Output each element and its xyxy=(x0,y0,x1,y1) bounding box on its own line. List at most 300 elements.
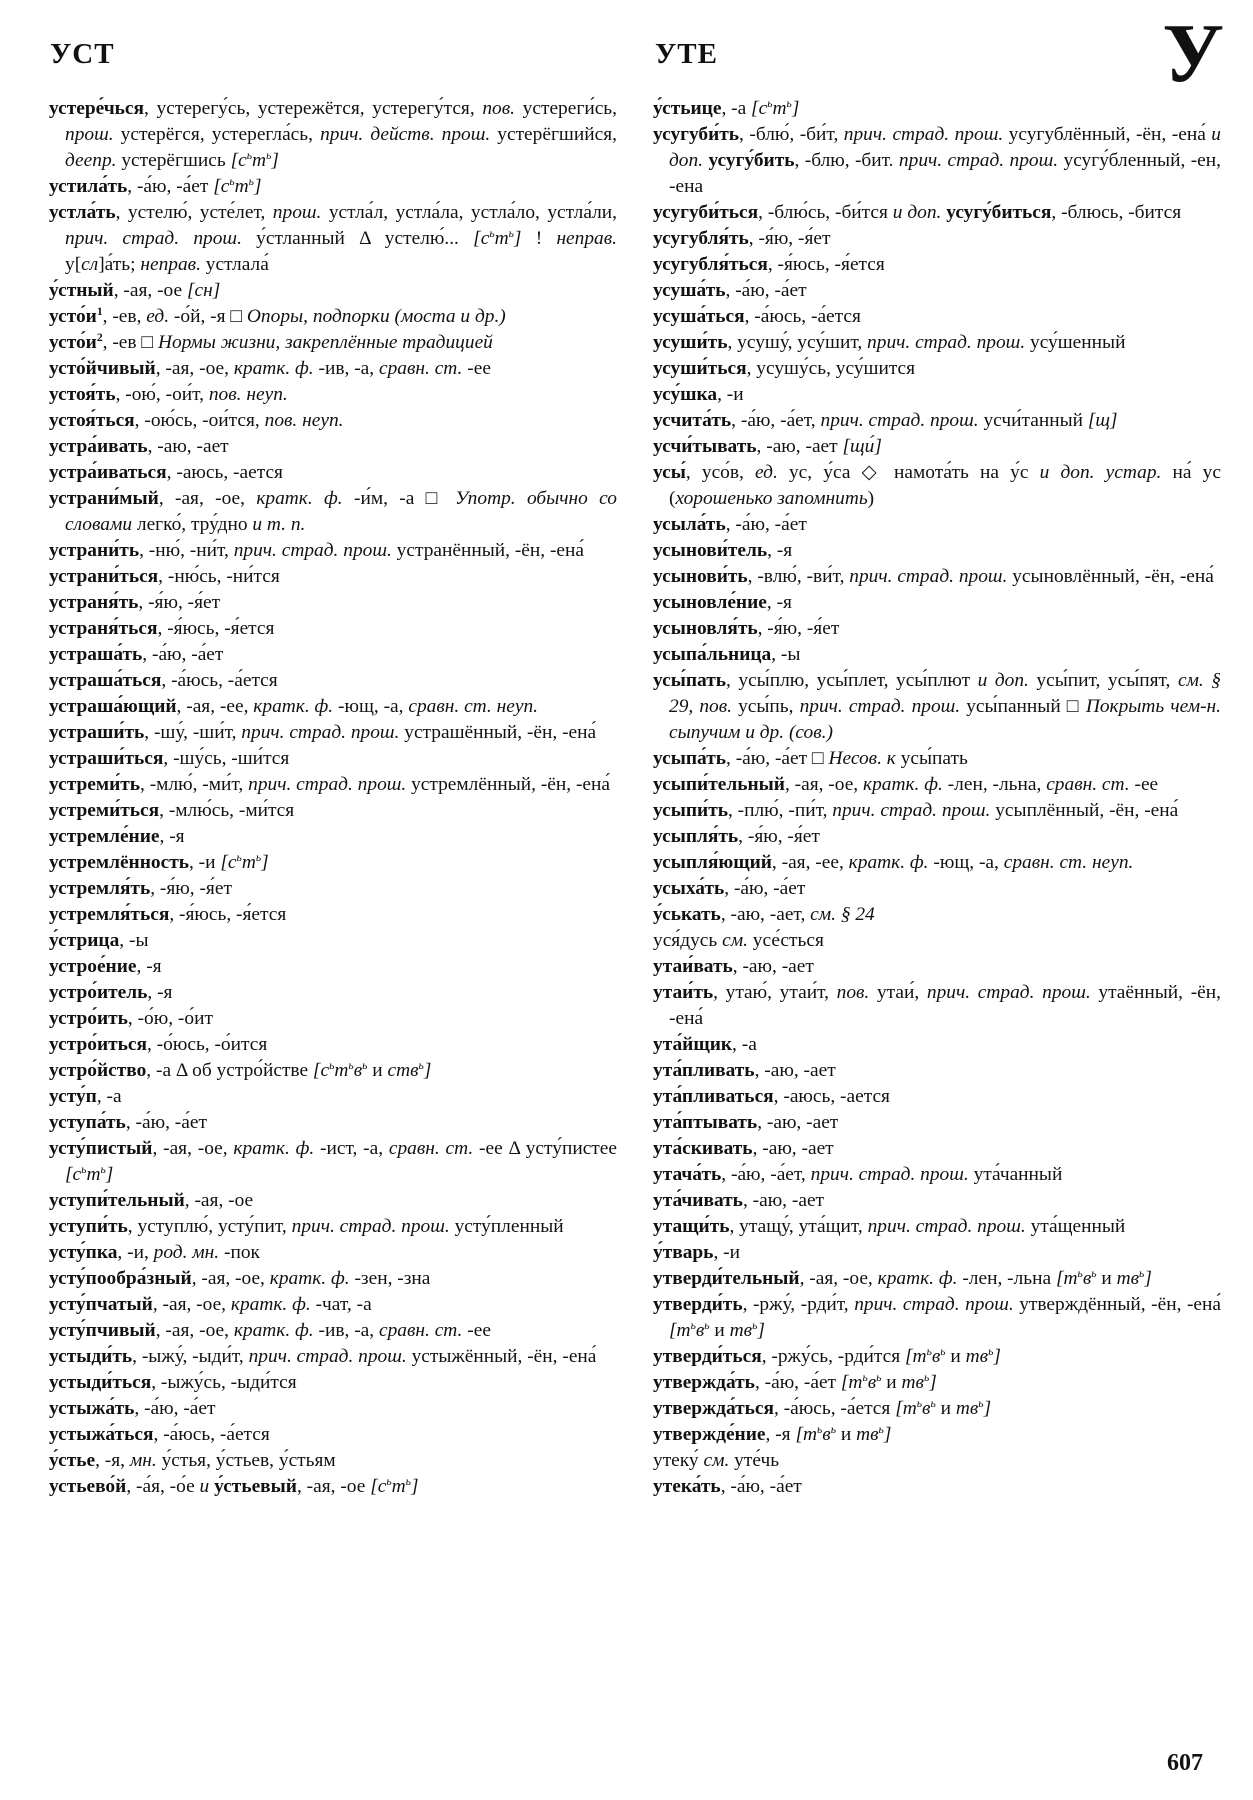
grammar-label: ь xyxy=(229,175,235,189)
headword: у́стье xyxy=(49,1450,96,1471)
grammar-label: кратк. ф. xyxy=(269,1268,350,1289)
headword: усы́ xyxy=(653,462,686,483)
dictionary-entry xyxy=(49,876,617,902)
grammar-label: см. § 24 xyxy=(810,904,875,925)
dictionary-entry xyxy=(49,642,617,668)
entry-text: устерёгся, устерегла́сь, xyxy=(113,124,321,145)
headword: устремле́ние xyxy=(49,826,160,847)
grammar-label: см. xyxy=(722,930,748,951)
grammar-label: ь xyxy=(786,97,792,111)
grammar-label: сравн. ст. xyxy=(1046,774,1130,795)
dictionary-entry xyxy=(49,824,617,850)
grammar-label: пов. неуп. xyxy=(208,384,288,405)
headword: усчи́тывать xyxy=(653,436,757,457)
headword: усту́пчивый xyxy=(49,1320,156,1341)
entry-text: , -ая, -ое xyxy=(184,1190,254,1211)
entry-text: и xyxy=(935,1398,956,1419)
entry-text: , усушу́сь, усу́шится xyxy=(746,358,916,379)
grammar-label: прич. страд. прош. xyxy=(867,1216,1026,1237)
dictionary-entry xyxy=(49,980,617,1006)
grammar-label: [с xyxy=(312,1060,330,1081)
headword: усту́пчатый xyxy=(49,1294,153,1315)
grammar-label: в xyxy=(695,1320,705,1341)
entry-text: уте́чь xyxy=(729,1450,780,1471)
grammar-label: т xyxy=(86,1164,101,1185)
grammar-label: сравн. ст. неуп. xyxy=(408,696,538,717)
headword: устыжа́ться xyxy=(49,1424,154,1445)
grammar-label: т xyxy=(334,1060,349,1081)
grammar-label: ] xyxy=(993,1346,1001,1367)
entry-text: и xyxy=(709,1320,730,1341)
dictionary-entry xyxy=(653,590,1221,616)
dictionary-entry xyxy=(653,616,1221,642)
entry-text: -ее Δ усту́пистее xyxy=(473,1138,617,1159)
grammar-label: ь xyxy=(329,1059,335,1073)
grammar-label: прош. xyxy=(272,202,322,223)
grammar-label: в xyxy=(867,1372,877,1393)
grammar-label: ь xyxy=(1077,1267,1083,1281)
headword: усу́шка xyxy=(653,384,718,405)
entry-text: , -и xyxy=(188,852,221,873)
entry-text: , -ая, -ое xyxy=(113,280,187,301)
grammar-label: [щ] xyxy=(1087,410,1118,431)
grammar-label: сравн. ст. xyxy=(378,1320,463,1341)
grammar-label: ь xyxy=(817,1423,823,1437)
dictionary-entry xyxy=(653,356,1221,382)
dictionary-entry xyxy=(49,1370,617,1396)
grammar-label: [с xyxy=(370,1476,387,1497)
entry-text: , -а́юсь, -а́ется xyxy=(744,306,861,327)
grammar-label: прич. страд. прош. xyxy=(65,228,242,249)
entry-text: , -а Δ об устро́йстве xyxy=(146,1060,313,1081)
entry-text: , -я xyxy=(767,540,793,561)
entry-text: утаённый, -ён, -ена́ xyxy=(669,982,1221,1029)
dictionary-entry xyxy=(49,304,617,330)
headword: утаи́вать xyxy=(653,956,733,977)
grammar-label: прич. страд. прош. xyxy=(291,1216,450,1237)
grammar-label: кратк. ф. xyxy=(233,358,314,379)
dictionary-entry xyxy=(49,1396,617,1422)
entry-text: -ее xyxy=(462,1320,491,1341)
entry-text: , -я xyxy=(765,1424,796,1445)
entry-text: -зен, -зна xyxy=(349,1268,431,1289)
entry-text: , -аю, -ает xyxy=(732,956,814,977)
entry-text: , -ыжу́, -ыди́т, xyxy=(132,1346,249,1367)
dictionary-entry xyxy=(49,1448,617,1474)
grammar-label: тв xyxy=(965,1346,989,1367)
entry-text: , -блюсь, -бится xyxy=(1051,202,1182,223)
dictionary-entry xyxy=(49,1032,617,1058)
grammar-label: ь xyxy=(752,1319,758,1333)
dictionary-entry xyxy=(49,954,617,980)
headword: усугуби́ть xyxy=(653,124,740,145)
entry-text: , -шу́сь, -ши́тся xyxy=(163,748,290,769)
dictionary-entry xyxy=(653,252,1221,278)
right-column xyxy=(653,96,1221,1500)
dictionary-entry xyxy=(653,746,1221,772)
dictionary-entry xyxy=(653,122,1221,200)
dictionary-entry xyxy=(653,876,1221,902)
dictionary-entry xyxy=(49,1344,617,1370)
entry-text: , -а́я, -о́е xyxy=(126,1476,200,1497)
entry-text: , утащу́, ута́щит, xyxy=(729,1216,868,1237)
dictionary-entry xyxy=(49,720,617,746)
entry-text: и xyxy=(836,1424,857,1445)
grammar-label: в xyxy=(822,1424,831,1445)
entry-text: усы́панный □ xyxy=(960,696,1086,717)
dictionary-entry xyxy=(49,96,617,174)
dictionary-entry xyxy=(653,824,1221,850)
grammar-label: пов. xyxy=(836,982,870,1003)
entry-text: , -аю, -ает xyxy=(757,1112,839,1133)
entry-text: , -млю́сь, -ми́тся xyxy=(159,800,295,821)
entry-text: , -а xyxy=(732,1034,757,1055)
headword: усыпля́ющий xyxy=(653,852,772,873)
grammar-label: ь xyxy=(862,1371,868,1385)
dictionary-entry xyxy=(653,1188,1221,1214)
dictionary-entry xyxy=(653,1370,1221,1396)
grammar-label: род. мн. xyxy=(153,1242,220,1263)
headword: усугу́биться xyxy=(946,202,1052,223)
entry-text: устрашённый, -ён, -ена́ xyxy=(399,722,597,743)
grammar-label: [с xyxy=(751,98,768,119)
entry-text: уся́дусь xyxy=(653,930,723,951)
dictionary-entry xyxy=(49,278,617,304)
entry-text: ) xyxy=(867,488,875,509)
entry-text: , -о́юсь, -о́ится xyxy=(147,1034,268,1055)
headword: усуши́ть xyxy=(653,332,728,353)
headword: уступи́ть xyxy=(49,1216,128,1237)
dictionary-entry xyxy=(49,1292,617,1318)
entry-text: , -а́ю, -а́ет xyxy=(125,1112,207,1133)
entry-text: , -а xyxy=(721,98,752,119)
entry-text: , -аюсь, -ается xyxy=(166,462,283,483)
grammar-label: прич. страд. прош. xyxy=(854,1294,1014,1315)
dictionary-entry xyxy=(653,850,1221,876)
grammar-label: [щи́] xyxy=(842,436,882,457)
grammar-label: тв xyxy=(856,1424,879,1445)
headword: уступи́тельный xyxy=(49,1190,185,1211)
entry-text: усугублённый, -ён, -ена́ xyxy=(1003,124,1212,145)
entry-text: усу́шенный xyxy=(1025,332,1126,353)
grammar-label: ь xyxy=(255,851,262,865)
headword: усыха́ть xyxy=(653,878,725,899)
grammar-label: [сн] xyxy=(186,280,221,301)
headword: у́стрица xyxy=(49,930,120,951)
entry-text: и xyxy=(945,1346,966,1367)
headword: устро́иться xyxy=(49,1034,147,1055)
grammar-label: прич. страд. прош. xyxy=(832,800,991,821)
grammar-label: кратк. ф. xyxy=(230,1294,311,1315)
dictionary-entry xyxy=(653,902,1221,928)
entry-text: , -ою́сь, -ои́тся, xyxy=(134,410,265,431)
entry-text: -ив, -а, xyxy=(313,1320,379,1341)
headword: усту́пообра́зный xyxy=(49,1268,192,1289)
headword: ута́пливать xyxy=(653,1060,755,1081)
entry-text: ута́щенный xyxy=(1025,1216,1126,1237)
entry-text: , -а́ю, -а́ет xyxy=(720,1476,802,1497)
headword: устреми́ться xyxy=(49,800,160,821)
entry-text: -ющ, -а, xyxy=(333,696,409,717)
grammar-label: ] xyxy=(513,228,522,249)
headword: 1 xyxy=(96,305,103,319)
entry-text: , -блю, -бит. xyxy=(794,150,899,171)
dictionary-entry xyxy=(49,1474,617,1500)
headword: устреми́ть xyxy=(49,774,141,795)
entry-text: -ист, -а, xyxy=(314,1138,389,1159)
grammar-label: [с xyxy=(230,150,247,171)
entry-text: усугу́бленный, -ен, -ена xyxy=(669,150,1221,197)
headword: устрани́ть xyxy=(49,540,140,561)
headword: усуши́ться xyxy=(653,358,747,379)
entry-text: , -а́юсь, -а́ется xyxy=(774,1398,896,1419)
entry-text: , -а́ю, -а́ет xyxy=(754,1372,841,1393)
entry-text: , -а́ю, -а́ет, xyxy=(731,410,821,431)
headword: устро́ить xyxy=(49,1008,128,1029)
grammar-label: [т xyxy=(1055,1268,1078,1289)
dictionary-entry xyxy=(49,616,617,642)
grammar-label: т xyxy=(241,852,256,873)
grammar-label: и доп. xyxy=(892,202,942,223)
grammar-label: кратк. ф. xyxy=(233,1138,315,1159)
dictionary-entry xyxy=(49,798,617,824)
entry-text: , -аю, -ает xyxy=(756,436,843,457)
entry-text: , -ая, -ое, xyxy=(799,1268,878,1289)
dictionary-entry xyxy=(49,1240,617,1266)
entry-text: , -ню́, -ни́т, xyxy=(139,540,234,561)
grammar-label: тв xyxy=(1116,1268,1140,1289)
entry-text: , -а́ю, -а́ет xyxy=(724,878,806,899)
entry-text: , -я́ю, -я́ет xyxy=(138,592,221,613)
entry-text: и xyxy=(367,1060,388,1081)
headword: утаи́ть xyxy=(653,982,714,1003)
entry-text: , -ая, -ое, xyxy=(152,1294,231,1315)
grammar-label: и т. п. xyxy=(252,514,306,535)
grammar-label: ь xyxy=(248,175,254,189)
dictionary-entry xyxy=(653,668,1221,746)
dictionary-entry xyxy=(49,1006,617,1032)
headword: устремля́ться xyxy=(49,904,170,925)
grammar-label: сл xyxy=(81,254,99,275)
grammar-label: прич. страд. прош. xyxy=(849,566,1008,587)
grammar-label: ь xyxy=(690,1319,696,1333)
dictionary-entry xyxy=(653,1240,1221,1266)
headword: устыди́ться xyxy=(49,1372,152,1393)
grammar-label: тв xyxy=(901,1372,924,1393)
grammar-label: ь xyxy=(246,149,253,163)
grammar-label: прич. страд. прош. xyxy=(926,982,1091,1003)
headword: устрое́ние xyxy=(49,956,137,977)
grammar-label: ед. xyxy=(146,306,170,327)
headword: усыпи́ть xyxy=(653,800,728,821)
headword: ута́скивать xyxy=(653,1138,753,1159)
grammar-label: [т xyxy=(840,1372,863,1393)
entry-text: , -плю́, -пи́т, xyxy=(727,800,833,821)
entry-text: , уступлю́, усту́пит, xyxy=(127,1216,292,1237)
dictionary-entry xyxy=(653,226,1221,252)
grammar-label: ь xyxy=(81,1163,87,1177)
entry-text: , -ая, -ое, xyxy=(155,1320,234,1341)
headword: усыпа́ть xyxy=(653,748,726,769)
grammar-label: и доп. устар. xyxy=(1039,462,1162,483)
page-number: 607 xyxy=(1167,1750,1203,1776)
entry-text: , -аю, -ает xyxy=(752,1138,834,1159)
entry-text: устла́л, устла́ла, устла́ло, устла́ли, xyxy=(321,202,618,223)
headword: устраша́ться xyxy=(49,670,162,691)
entry-text: , -а́ю, -а́ет □ xyxy=(726,748,829,769)
entry-text: усыплённый, -ён, -ена́ xyxy=(990,800,1179,821)
grammar-label: ] xyxy=(423,1060,432,1081)
dictionary-entry xyxy=(49,928,617,954)
grammar-label: деепр. xyxy=(65,150,117,171)
entry-text: , -шу́, -ши́т, xyxy=(144,722,242,743)
entry-text: , -влю́, -ви́т, xyxy=(747,566,850,587)
dictionary-entry xyxy=(49,1058,617,1084)
grammar-label: Употр. обычно со словами xyxy=(65,488,617,535)
grammar-label: прич. страд. прош. xyxy=(867,332,1026,353)
grammar-label: неправ. xyxy=(140,254,201,275)
entry-text: , -аюсь, -ается xyxy=(773,1086,890,1107)
dictionary-entry xyxy=(653,564,1221,590)
dictionary-entry xyxy=(49,1422,617,1448)
headword: утверди́ть xyxy=(653,1294,743,1315)
dictionary-entry xyxy=(653,330,1221,356)
headword: у́стьевый xyxy=(214,1476,297,1497)
entry-text: устерёгшись xyxy=(116,150,231,171)
entry-text: усы́пать xyxy=(895,748,968,769)
entry-text: утеку́ xyxy=(653,1450,704,1471)
headword: утека́ть xyxy=(653,1476,721,1497)
headword: у́тварь xyxy=(653,1242,714,1263)
headword: устрани́ться xyxy=(49,566,159,587)
grammar-label: ь xyxy=(236,851,242,865)
dictionary-entry xyxy=(49,486,617,538)
entry-text: , -ая, -ое, xyxy=(158,488,257,509)
dictionary-entry xyxy=(49,1110,617,1136)
entry-text: устранённый, -ён, -ена́ xyxy=(391,540,585,561)
dictionary-entry xyxy=(49,460,617,486)
dictionary-entry xyxy=(653,278,1221,304)
headword: утащи́ть xyxy=(653,1216,730,1237)
grammar-label: ь xyxy=(926,1345,932,1359)
entry-text: , -блю́сь, -би́тся xyxy=(758,202,893,223)
running-head-right: УТЕ xyxy=(655,38,718,70)
entry-text: , -аю, -ает xyxy=(147,436,229,457)
headword: устро́йство xyxy=(49,1060,147,1081)
grammar-label: ] xyxy=(791,98,800,119)
left-column xyxy=(49,96,617,1500)
dictionary-entry xyxy=(49,1214,617,1240)
entry-text: ]а́ть; xyxy=(98,254,141,275)
grammar-label: кратк. ф. xyxy=(863,774,943,795)
headword: устраша́ющий xyxy=(49,696,177,717)
dictionary-entry xyxy=(653,460,1221,512)
grammar-label: [с xyxy=(473,228,490,249)
dictionary-entry xyxy=(653,1292,1221,1344)
dictionary-entry xyxy=(653,1422,1221,1448)
headword: ута́птывать xyxy=(653,1112,758,1133)
headword: усугуби́ться xyxy=(653,202,759,223)
headword: усуша́ть xyxy=(653,280,726,301)
dictionary-entry xyxy=(49,1084,617,1110)
dictionary-entry xyxy=(49,174,617,200)
grammar-label: ь xyxy=(916,1397,923,1411)
dictionary-entry xyxy=(49,772,617,798)
entry-text: , -а́ю, -а́ет, xyxy=(721,1164,811,1185)
entry-text: , -я xyxy=(159,826,185,847)
entry-text: у[ xyxy=(65,254,82,275)
headword: усы́пать xyxy=(653,670,726,691)
grammar-label: ь xyxy=(1139,1267,1145,1281)
grammar-label: ь xyxy=(1091,1267,1097,1281)
grammar-label: ] xyxy=(1144,1268,1152,1289)
entry-text: , -ню́сь, -ни́тся xyxy=(158,566,280,587)
grammar-label: кратк. ф. xyxy=(256,488,343,509)
entry-text: усы́пь, xyxy=(731,696,800,717)
grammar-label: прош. xyxy=(65,124,114,145)
dictionary-entry xyxy=(49,200,617,278)
grammar-label: прич. страд. прош. xyxy=(233,540,392,561)
dictionary-entry xyxy=(653,772,1221,798)
grammar-label: кратк. ф. xyxy=(848,852,929,873)
entry-text: , -ая, -ое, xyxy=(191,1268,270,1289)
entry-text: , -ая, -ое, xyxy=(152,1138,234,1159)
headword: устро́итель xyxy=(49,982,148,1003)
entry-text: -лен, -льна, xyxy=(942,774,1047,795)
entry-text: , -о́ю, -о́ит xyxy=(127,1008,213,1029)
grammar-label: [т xyxy=(669,1320,691,1341)
grammar-label: в xyxy=(1082,1268,1092,1289)
entry-text: , -а xyxy=(96,1086,122,1107)
entry-text: , -и xyxy=(713,1242,740,1263)
entry-text: и xyxy=(881,1372,902,1393)
grammar-label: Опоры, подпорки (моста и др.) xyxy=(246,306,506,327)
dictionary-entry xyxy=(49,1188,617,1214)
headword: устла́ть xyxy=(49,202,116,223)
grammar-label: см. xyxy=(703,1450,730,1471)
entry-text: , -я́юсь, -я́ется xyxy=(157,618,275,639)
headword: у́ськать xyxy=(653,904,721,925)
dictionary-entry xyxy=(653,1448,1221,1474)
dictionary-entry xyxy=(49,902,617,928)
grammar-label: ь xyxy=(923,1371,930,1385)
headword: усто́и xyxy=(49,306,97,327)
entry-text: , устелю́, усте́лет, xyxy=(115,202,273,223)
entry-text: усы́пит, усы́пят, xyxy=(1028,670,1178,691)
grammar-label: ] xyxy=(253,176,262,197)
grammar-label: ] xyxy=(410,1476,419,1497)
headword: ута́йщик xyxy=(653,1034,733,1055)
entry-text: , -аю, -ает xyxy=(742,1190,825,1211)
grammar-label: пов. xyxy=(482,98,516,119)
grammar-label: тв xyxy=(955,1398,979,1419)
dictionary-entry xyxy=(49,746,617,772)
entry-text: , -и, xyxy=(117,1242,154,1263)
dictionary-entry xyxy=(49,1266,617,1292)
grammar-label: Несов. к xyxy=(828,748,896,769)
grammar-label: прич. действ. прош. xyxy=(320,124,491,145)
entry-text: , -я́юсь, -я́ется xyxy=(767,254,885,275)
headword: усынови́ть xyxy=(653,566,748,587)
grammar-label: [т xyxy=(895,1398,917,1419)
entry-text: , -ая, -ее, xyxy=(176,696,254,717)
grammar-label: и xyxy=(199,1476,210,1497)
entry-text: -ив, -а, xyxy=(313,358,379,379)
entry-text: , -ыжу́сь, -ыди́тся xyxy=(151,1372,297,1393)
entry-text: , -я́юсь, -я́ется xyxy=(169,904,287,925)
entry-text: у́стланный Δ устелю́... xyxy=(241,228,474,249)
dictionary-entry xyxy=(653,798,1221,824)
